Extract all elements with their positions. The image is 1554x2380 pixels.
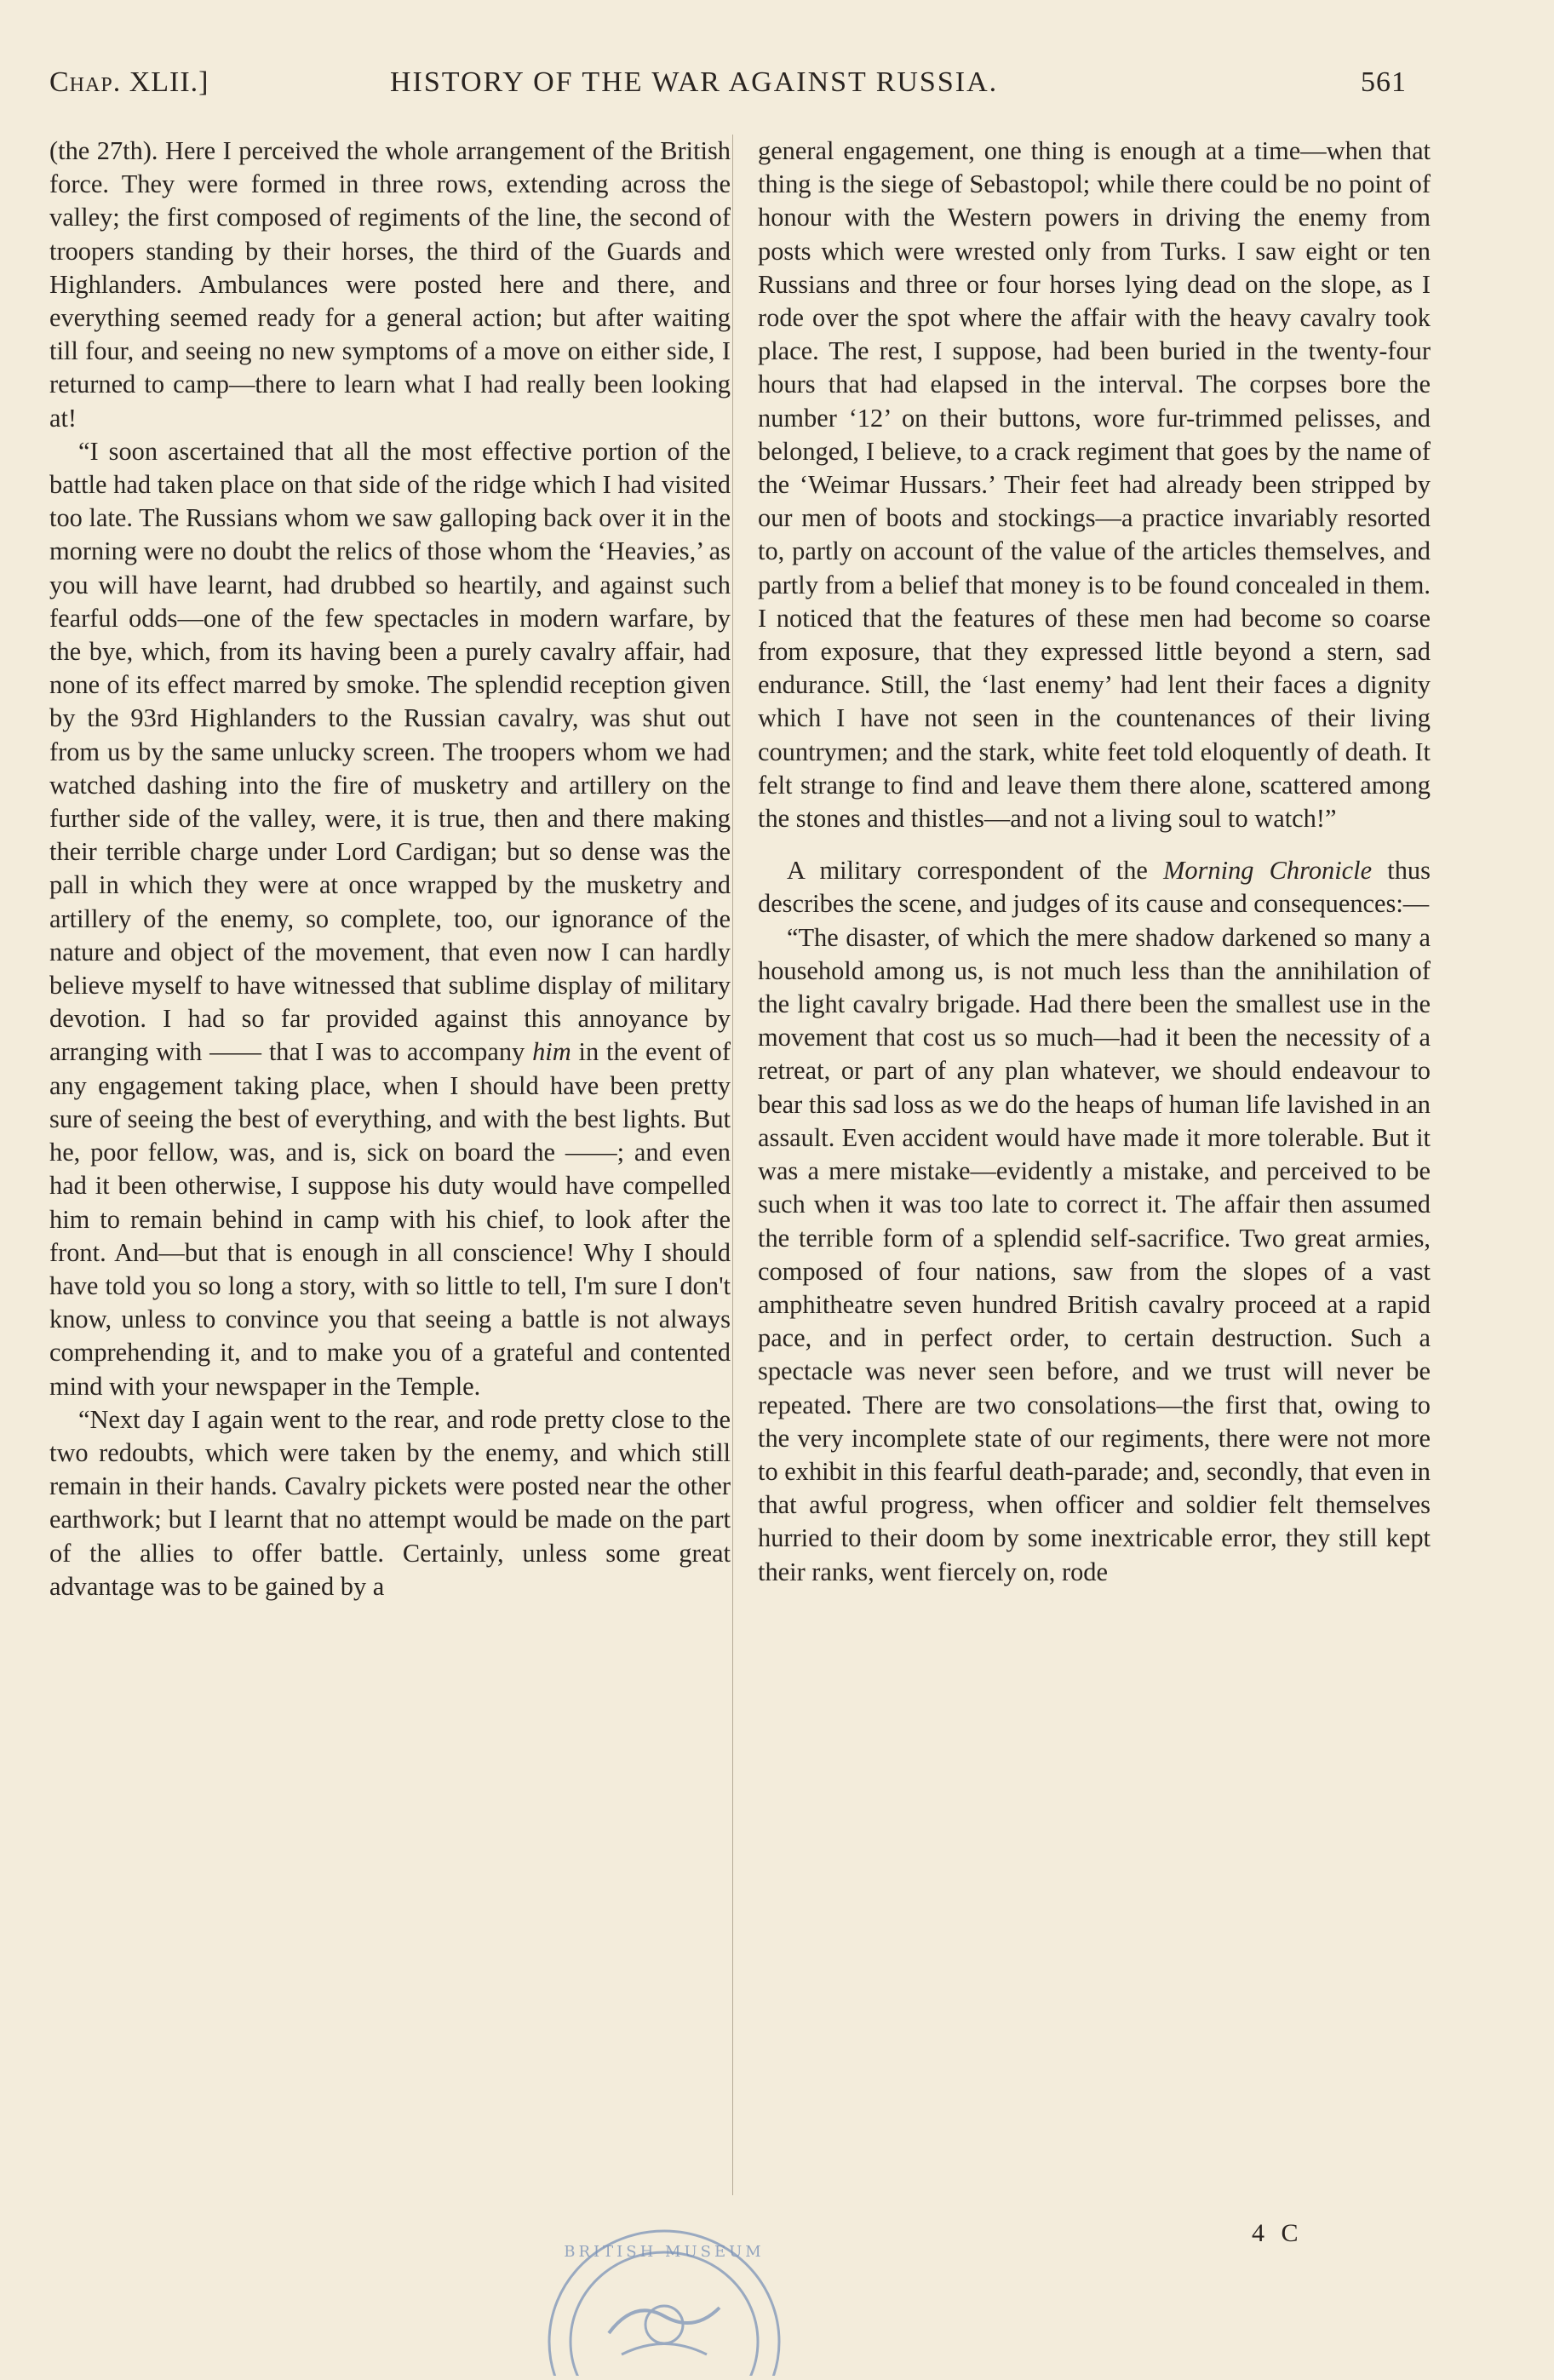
left-paragraph-3: “Next day I again went to the rear, and rode pretty close to the two redoubts, which were taken by the enemy, and which still remain in their hands. Cavalry pickets were posted near the other earthwork; but I learnt that no attempt would be made on the part of the allies to offer battle. Certainly, unless some great advantage was to be gained by a [49,1404,731,1601]
left-paragraph-2-part-a: “I soon ascertained that all the most effective portion of the battle had taken place on that side of the ridge which I had visited too late. The Russians whom we saw galloping back over it in the morning were no doubt the relics of those whom the ‘Heavies,’ as you will have learnt, had drubbed so heartily, and against such fearful odds—one of the few spectacles in modern warfare, by the bye, which, from its having been a purely cavalry affair, had none of its effect marred by smoke. The splendid reception given by the 93rd Highlanders to the Russian cavalry, was shut out from us by the same unlucky screen. The troopers whom we had watched dashing into the fire of musketry and artillery on the further side of the valley, were, it is true, then and there making their terrible charge under Lord Cardigan; but so dense was the pall in which they were at once wrapped by the musketry and artillery of the enemy, so complete, too, our ignorance of the nature and object of the movement, that even now I can hardly believe myself to have witnessed that sublime display of military devotion. I had so far provided against this annoyance by arranging with —— that I was to accompany [49,436,731,1067]
emphasis-him: him [532,1037,571,1067]
right-paragraph-2 [758,854,1431,920]
running-title: HISTORY OF THE WAR AGAINST RUSSIA. [390,66,999,98]
library-stamp-icon [528,2205,800,2376]
right-column [758,135,1431,1589]
right-paragraph-3: “The disaster, of which the mere shadow darkened so many a household among us, is not much less than the annihilation of the light cavalry brigade. Had there been the smallest use in the movement that cost us so much—had it been the necessity of a retreat, or part of any plan whatever, we should endeavour to bear this sad loss as we do the heaps of human life lavished in an assault. Even accident would have made it more tolerable. But it was a mere mistake—evidently a mistake, and perceived to be such when it was too late to correct it. The affair then assumed the terrible form of a splendid self-sacrifice. Two great armies, composed of four nations, saw from the slopes of a vast amphitheatre seven hundred British cavalry proceed at a rapid pace, and in perfect order, to certain destruction. Such a spectacle was never seen before, and we trust will never be repeated. There are two consolations—the first that, owing to the very incomplete state of our regiments, there were not more to exhibit in this fearful death-parade; and, secondly, that even in that awful progress, when officer and soldier felt themselves hurried to their doom by some inextricable error, they still kept their ranks, went fiercely on, rode [758,922,1431,1586]
svg-text:BRITISH MUSEUM: BRITISH MUSEUM [564,2243,765,2261]
left-paragraph-2-part-b: in the event of any engagement taking place, when I should have been pretty sure of seeing the best of everything, and with the best lights. But he, poor fellow, was, and is, sick on board the ——; and even had it been otherwise, I suppose his duty would have compelled him to remain behind in camp with his chief, to look after the front. And—but that is enough in all conscience! Why I should have told you so long a story, with so little to tell, I'm sure I don't know, unless to convince you that seeing a battle is not always comprehending it, and to make you of a grateful and contented mind with your newspaper in the Temple. [49,1037,731,1401]
running-header [49,66,1412,118]
left-paragraph-2 [49,435,731,1403]
column-divider [732,135,733,2195]
left-column [49,135,731,1603]
newspaper-title: Morning Chronicle [1163,856,1373,886]
left-paragraph-1: (the 27th). Here I perceived the whole arrangement of the British force. They were formed in three rows, extending across the valley; the first composed of regiments of the line, the second of troopers standing by their horses, the third of the Guards and Highlanders. Ambulances were posted here and there, and everything seemed ready for a general action; but after waiting till four, and seeing no new symptoms of a move on either side, I returned to camp—there to learn what I had really been looking at! [49,136,731,433]
signature-mark: 4 C [1252,2219,1304,2247]
right-paragraph-2-part-a: A military correspondent of the [787,856,1148,886]
right-paragraph-1: general engagement, one thing is enough at a time—when that thing is the siege of Sebastopol; while there could be no point of honour with the Western powers in driving the enemy from posts which were wrested only from Turks. I saw eight or ten Russians and three or four horses lying dead on the slope, as I rode over the spot where the affair with the heavy cavalry took place. The rest, I suppose, had been buried in the twenty-four hours that had elapsed in the interval. The corpses bore the number ‘12’ on their buttons, wore fur-trimmed pelisses, and belonged, I believe, to a crack regiment that goes by the name of the ‘Weimar Hussars.’ Their feet had already been stripped by our men of boots and stockings—a practice invariably resorted to, partly on account of the value of the articles themselves, and partly from a belief that money is to be found concealed in them. I noticed that the features of these men had become so coarse from exposure, that they expressed little beyond a stern, sad endurance. Still, the ‘last enemy’ had lent their faces a dignity which I have not seen in the countenances of their living countrymen; and the stark, white feet told eloquently of death. It felt strange to find and leave them there alone, scattered among the stones and thistles—and not a living soul to watch!” [758,136,1431,834]
page-number: 561 [1361,66,1407,98]
right-paragraph-2-part-b: thus describes the scene, and judges of its cause and consequences:— [758,856,1431,919]
chapter-label: Chap. XLII.] [49,66,209,98]
